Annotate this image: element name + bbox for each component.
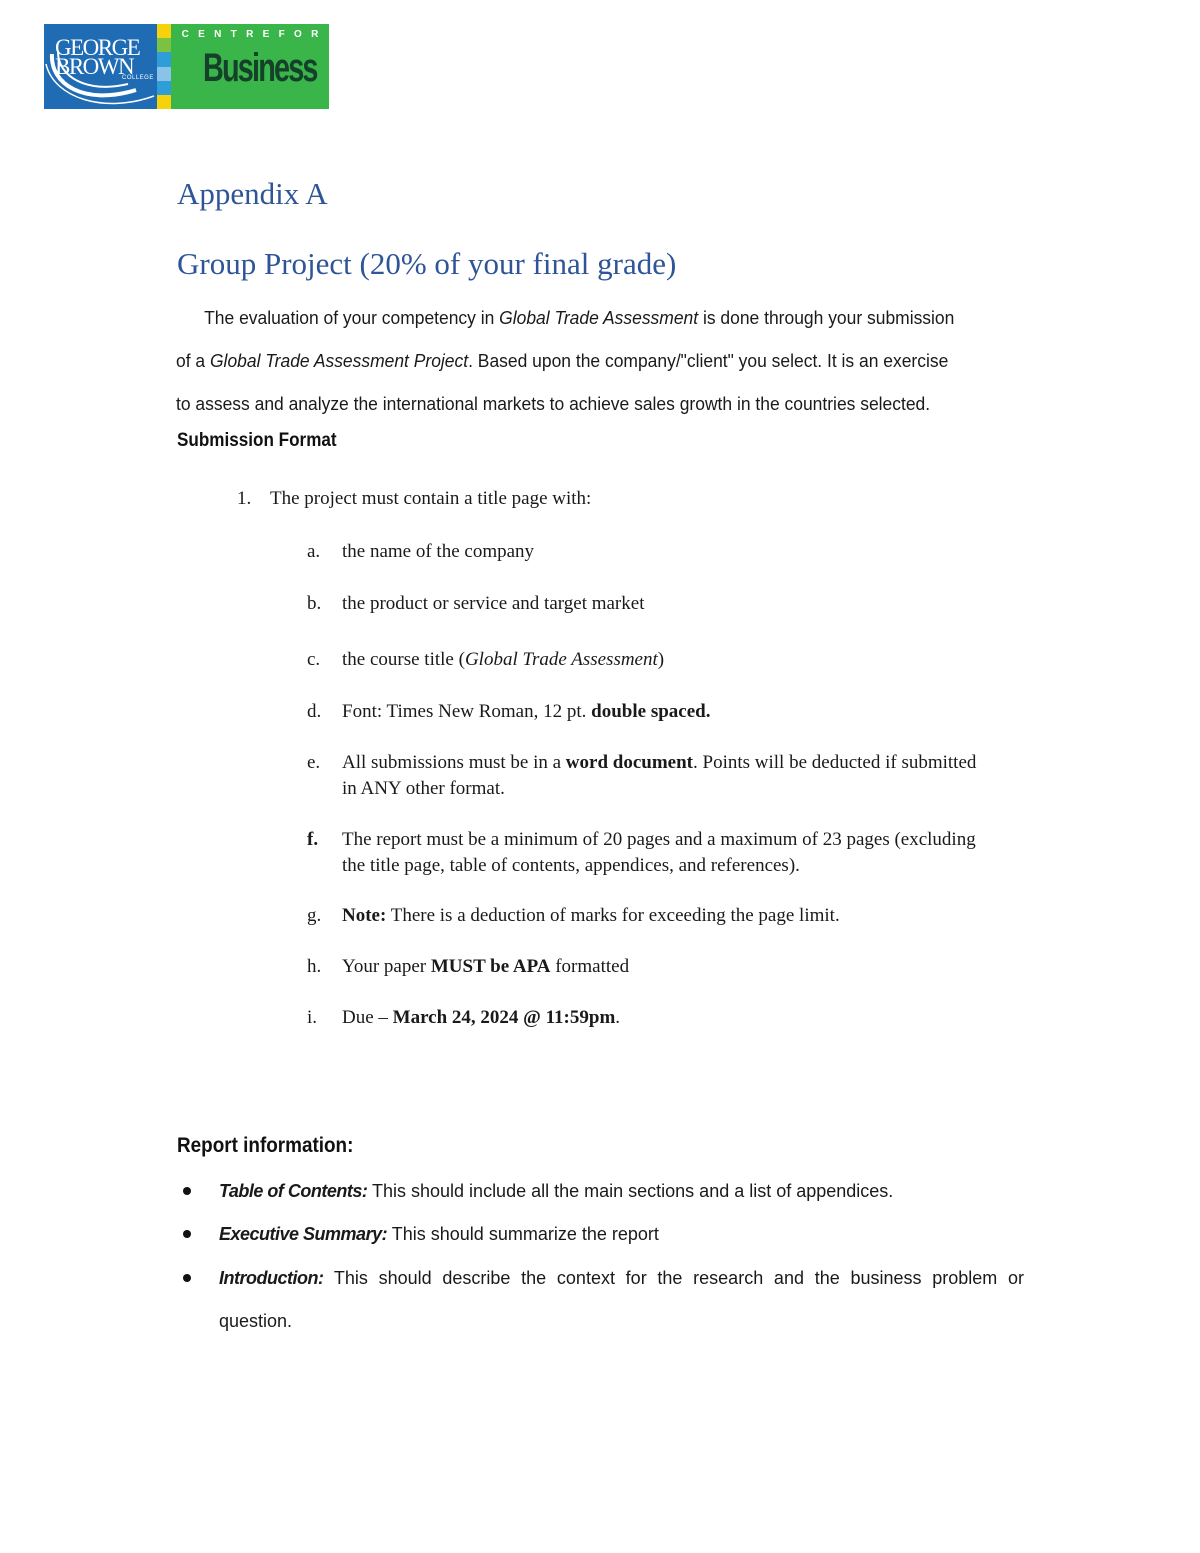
sub-item-text bbox=[342, 699, 1002, 725]
logo-george-text: GEORGE bbox=[55, 35, 140, 60]
intro-text: . Based upon the company/"client" you select. It is an exercise bbox=[468, 351, 949, 371]
list-number: 1. bbox=[237, 488, 252, 509]
report-information-label: Report information: bbox=[177, 1134, 354, 1157]
emphasis-text: Note: bbox=[342, 905, 387, 926]
sub-item-text: the name of the company bbox=[342, 541, 535, 562]
text-segment: Due – bbox=[342, 1007, 393, 1028]
bullet-term: Executive Summary: bbox=[219, 1224, 388, 1244]
text-segment: ) bbox=[657, 649, 665, 670]
logo-stripe bbox=[157, 24, 171, 38]
bullet-text bbox=[219, 1257, 1024, 1343]
due-date: March 24, 2024 @ 11:59pm bbox=[392, 1007, 616, 1028]
logo-stripe bbox=[157, 52, 171, 66]
list-item-text: The project must contain a title page with: bbox=[270, 488, 592, 509]
bullet-description: This should describe the context for the research and the business problem or question. bbox=[219, 1268, 1024, 1331]
sub-item-text bbox=[342, 954, 1002, 980]
intro-paragraph bbox=[176, 297, 997, 426]
course-title: Global Trade Assessment bbox=[464, 649, 658, 670]
logo-brown-text: BROWN bbox=[55, 54, 134, 79]
sub-item-text: the product or service and target market bbox=[342, 593, 645, 614]
logo-stripe bbox=[157, 95, 171, 109]
sub-item-letter: h. bbox=[307, 956, 322, 977]
bullet-item-executive-summary bbox=[180, 1213, 1024, 1256]
text-segment: There is a deduction of marks for exceeding the page limit. bbox=[386, 905, 840, 926]
intro-text: The evaluation of your competency in bbox=[204, 308, 500, 328]
submission-format-label: Submission Format bbox=[177, 430, 337, 451]
sub-item-letter: c. bbox=[307, 649, 321, 670]
bullet-item-table-of-contents bbox=[180, 1170, 1024, 1213]
intro-text: of a bbox=[176, 351, 210, 371]
logo-stripe bbox=[157, 81, 171, 95]
sub-item-text bbox=[342, 647, 1002, 673]
logo-stripe bbox=[157, 67, 171, 81]
text-segment: formatted bbox=[550, 956, 630, 977]
logo-stripe bbox=[157, 38, 171, 52]
list-item-1 bbox=[237, 488, 591, 510]
text-segment: Your paper bbox=[342, 956, 431, 977]
logo-centre-for-text bbox=[171, 29, 329, 40]
emphasis-text: MUST be APA bbox=[430, 956, 551, 977]
logo-letter: T bbox=[230, 29, 237, 40]
intro-text: is done through your submission bbox=[698, 308, 955, 328]
sub-item-letter: e. bbox=[307, 752, 321, 773]
sub-item-text bbox=[342, 1005, 1002, 1031]
emphasis-text: word document bbox=[565, 752, 693, 773]
bullet-icon bbox=[183, 1230, 191, 1238]
sub-item-letter: b. bbox=[307, 593, 322, 614]
logo-letter: N bbox=[214, 29, 222, 40]
group-project-heading: Group Project (20% of your final grade) bbox=[177, 246, 677, 281]
intro-line bbox=[176, 340, 997, 383]
sub-item-letter: i. bbox=[307, 1007, 318, 1028]
george-brown-logo-mark bbox=[44, 24, 157, 109]
logo-letter: O bbox=[293, 29, 302, 40]
text-segment: . Points will be deducted if submitted in ANY other format. bbox=[342, 752, 977, 799]
bullet-description: This should summarize the report bbox=[387, 1224, 659, 1244]
logo-letter: C bbox=[181, 29, 189, 40]
sub-item-letter: f. bbox=[307, 829, 319, 850]
logo-letter: F bbox=[278, 29, 285, 40]
george-brown-logo bbox=[44, 24, 329, 109]
logo-letter: E bbox=[262, 29, 270, 40]
sub-item-text: The report must be a minimum of 20 pages and a maximum of 23 pages (excluding the title page, table of contents, appendices, and references). bbox=[342, 829, 976, 876]
bullet-text bbox=[219, 1170, 1024, 1213]
bullet-icon bbox=[183, 1187, 191, 1195]
bullet-term: Table of Contents: bbox=[219, 1181, 368, 1201]
logo-business-text: Business bbox=[203, 46, 317, 90]
sub-item-letter: a. bbox=[307, 541, 321, 562]
sub-item-text bbox=[342, 903, 1002, 929]
bullet-icon bbox=[183, 1274, 191, 1282]
bullet-description: This should include all the main sections and a list of appendices. bbox=[367, 1181, 894, 1201]
bullet-term: Introduction: bbox=[219, 1268, 324, 1288]
bullet-item-introduction bbox=[180, 1257, 1024, 1343]
emphasis-text: double spaced. bbox=[591, 701, 711, 722]
intro-course-name: Global Trade Assessment bbox=[499, 308, 699, 328]
logo-college-text: COLLEGE bbox=[122, 75, 154, 81]
text-segment: Font: Times New Roman, 12 pt. bbox=[342, 701, 592, 722]
bullet-text bbox=[219, 1213, 1024, 1256]
intro-project-name: Global Trade Assessment Project bbox=[209, 351, 469, 371]
appendix-heading: Appendix A bbox=[177, 176, 328, 211]
text-segment: the course title ( bbox=[342, 649, 465, 670]
intro-line bbox=[176, 297, 997, 340]
sub-item-text bbox=[342, 750, 982, 802]
logo-letter: R bbox=[246, 29, 254, 40]
text-segment: All submissions must be in a bbox=[342, 752, 566, 773]
logo-letter: R bbox=[311, 29, 319, 40]
centre-for-business-logo bbox=[171, 24, 329, 109]
sub-item-letter: d. bbox=[307, 701, 322, 722]
logo-color-stripes bbox=[157, 24, 171, 109]
logo-letter: E bbox=[198, 29, 205, 40]
text-segment: . bbox=[615, 1007, 621, 1028]
intro-line: to assess and analyze the international markets to achieve sales growth in the countries selected. bbox=[176, 394, 931, 414]
sub-item-letter: g. bbox=[307, 905, 322, 926]
